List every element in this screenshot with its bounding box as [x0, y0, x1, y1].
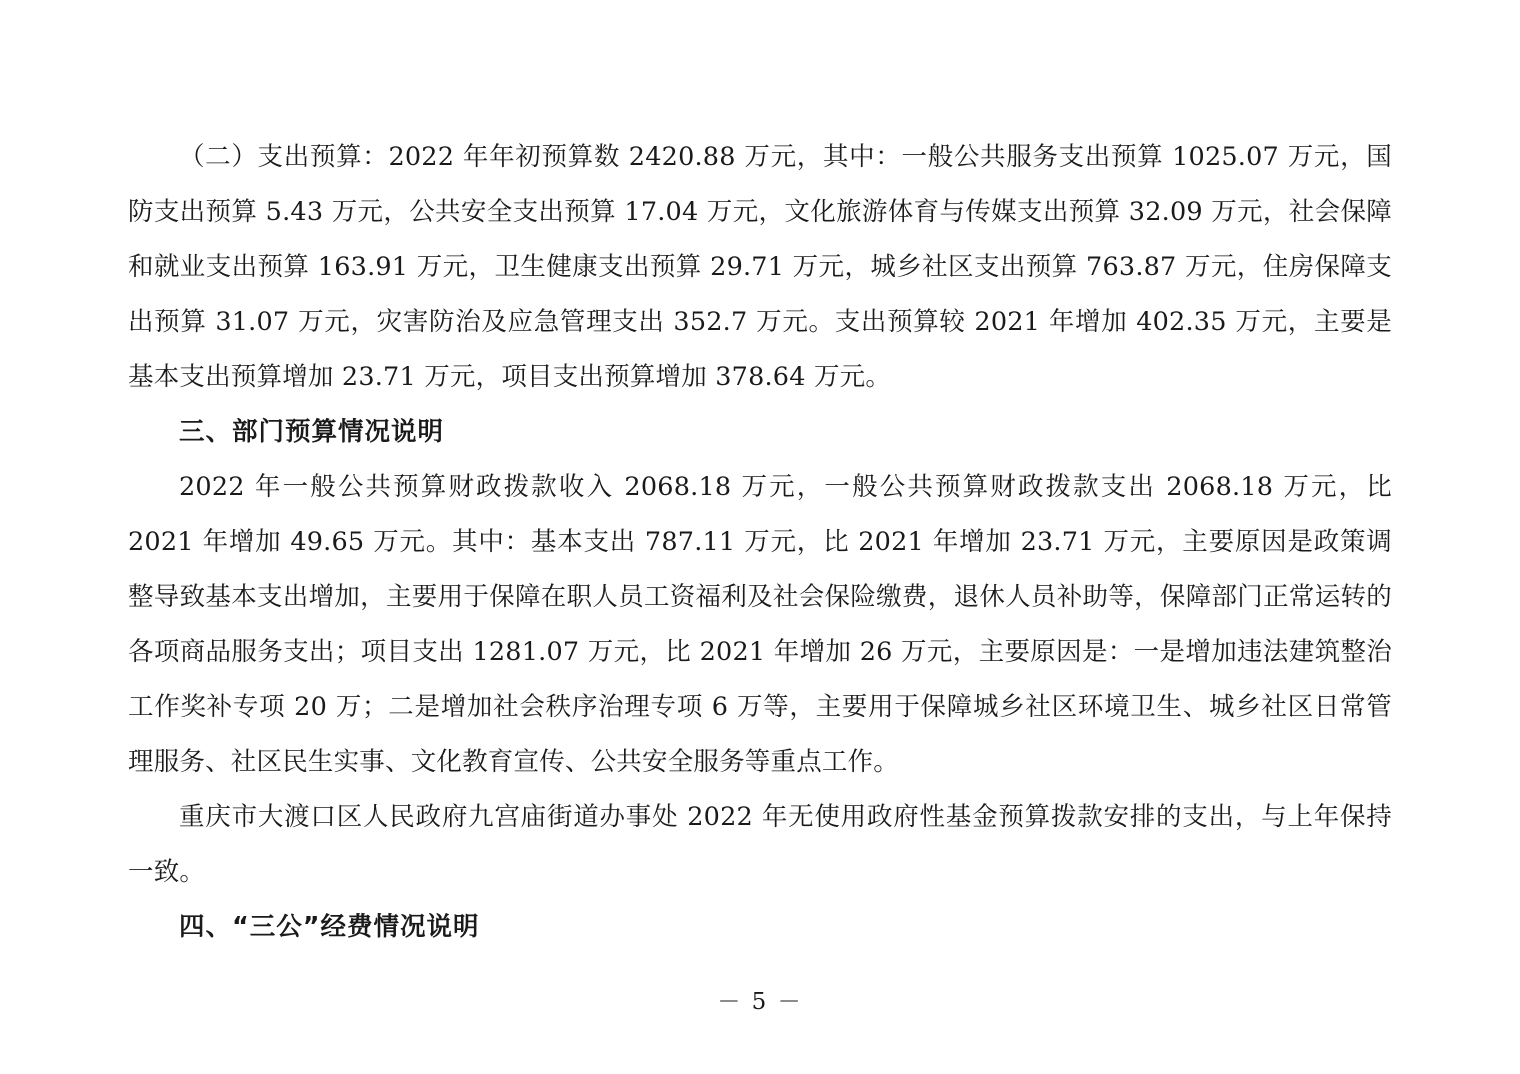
page-number-footer: － 5 － — [717, 989, 803, 1015]
paragraph-department-budget: 2022 年一般公共预算财政拨款收入 2068.18 万元，一般公共预算财政拨款支出 2068.18 万元，比 2021 年增加 49.65 万元。其中：基本支出 787.11 万元，比 2021 年增加 23.71 万元，主要原因是政策调整导致基本支出增加，主要用于保障在职人员工资福利及社会保险缴费，退休人员补助等，保障部门正常运转的各项商品服务支出；项目支出 1281.07 万元，比 2021 年增加 26 万元，主要原因是：一是增加违法建筑整治工作奖补专项 20 万；二是增加社会秩序治理专项 6 万等，主要用于保障城乡社区环境卫生、城乡社区日常管理服务、社区民生实事、文化教育宣传、公共安全服务等重点工作。 — [128, 472, 1392, 777]
heading-section-four: 四、“三公”经费情况说明 — [179, 912, 480, 942]
heading-section-three: 三、部门预算情况说明 — [179, 417, 445, 447]
paragraph-government-fund: 重庆市大渡口区人民政府九宫庙街道办事处 2022 年无使用政府性基金预算拨款安排的支出，与上年保持一致。 — [128, 802, 1392, 887]
paragraph-expenditure-budget: （二）支出预算：2022 年年初预算数 2420.88 万元，其中：一般公共服务支出预算 1025.07 万元，国防支出预算 5.43 万元，公共安全支出预算 17.04 万元，文化旅游体育与传媒支出预算 32.09 万元，社会保障和就业支出预算 163.91 万元，卫生健康支出预算 29.71 万元，城乡社区支出预算 763.87 万元，住房保障支出预算 31.07 万元，灾害防治及应急管理支出 352.7 万元。支出预算较 2021 年增加 402.35 万元，主要是基本支出预算增加 23.71 万元，项目支出预算增加 378.64 万元。 — [128, 142, 1392, 392]
